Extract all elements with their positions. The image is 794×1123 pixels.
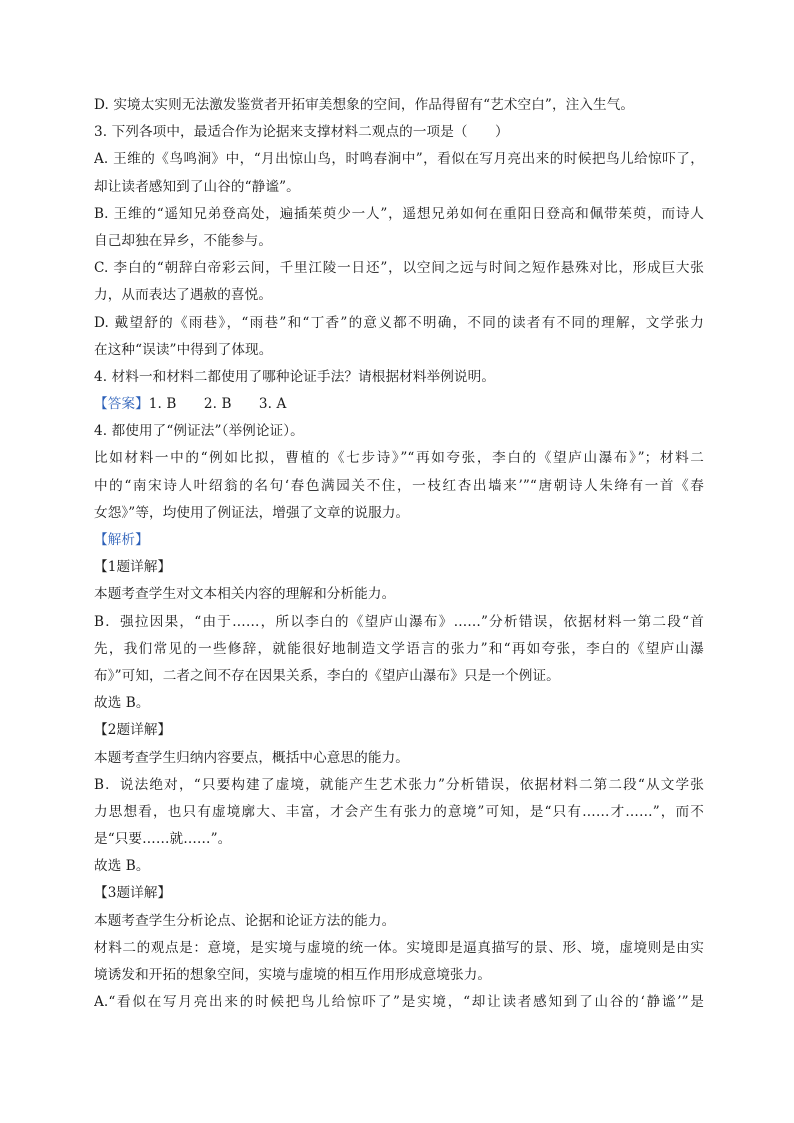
option-d: D. 戴望舒的《雨巷》，“雨巷”和“丁香”的意义都不明确，不同的读者有不同的理解，文学张力 xyxy=(94,314,704,331)
q2-explain-cont: 力思想看，也只有虚境廓大、丰富，才会产生有张力的意境”可知，是“只有……才……”，而不 xyxy=(94,803,704,820)
q1-intro: 本题考查学生对文本相关内容的理解和分析能力。 xyxy=(94,586,396,603)
q2-explain: B．说法绝对，“只要构建了虚境，就能产生艺术张力”分析错误，依据材料二第二段“从文学张 xyxy=(94,776,704,793)
q3-detail-label: 【3题详解】 xyxy=(94,885,172,902)
option-a-cont: 却让读者感知到了山谷的“静谧”。 xyxy=(94,178,300,195)
answer-4-line: 4. 都使用了“例证法”（举例论证）。 xyxy=(94,423,304,440)
option-c: C. 李白的“朝辞白帝彩云间，千里江陵一日还”，以空间之远与时间之短作悬殊对比，形成巨大张 xyxy=(94,260,704,277)
q1-detail-label: 【1题详解】 xyxy=(94,559,172,576)
option-c-cont: 力，从而表达了遇赦的喜悦。 xyxy=(94,287,273,304)
document-page xyxy=(94,92,704,1016)
answer-line xyxy=(94,391,704,418)
q2-choice: 故选 B。 xyxy=(94,858,150,875)
question-4-stem: 4. 材料一和材料二都使用了哪种论证手法？请根据材料举例说明。 xyxy=(94,368,496,385)
answer-4-detail-end: 女怨》”等，均使用了例证法，增强了文章的说服力。 xyxy=(94,504,410,521)
q1-explain-end: 布》”可知，二者之间不存在因果关系，李白的《望庐山瀑布》只是一个例证。 xyxy=(94,667,560,684)
q3-explain-cont: 境诱发和开拓的想象空间，实境与虚境的相互作用形成意境张力。 xyxy=(94,967,492,983)
q2-detail-label: 【2题详解】 xyxy=(94,722,172,739)
answer-label: 【答案】 xyxy=(94,396,149,413)
q1-choice: 故选 B。 xyxy=(94,695,150,712)
option-d-cont: 在这种“误读”中得到了体现。 xyxy=(94,341,273,358)
question-3-stem: 3. 下列各项中，最适合作为论据来支撑材料二观点的一项是（ ） xyxy=(94,124,509,141)
analysis-label: 【解析】 xyxy=(94,532,149,548)
q3-option-a: A.“看似在写月亮出来的时候把鸟儿给惊吓了”是实境，“却让读者感知到了山谷的‘静谧’”是 xyxy=(94,994,704,1011)
q1-explain-cont: 先，我们常见的一些修辞，就能很好地制造文学语言的张力”和“再如夸张，李白的《望庐山瀑 xyxy=(94,640,704,657)
option-b: B. 王维的“遥知兄弟登高处，遍插茱萸少一人”，遥想兄弟如何在重阳日登高和佩带茱萸，而诗人 xyxy=(94,205,704,222)
q3-explain: 材料二的观点是：意境，是实境与虚境的统一体。实境即是逼真描写的景、形、境，虚境则是由实 xyxy=(94,939,704,956)
option-a: A. 王维的《鸟鸣涧》中，“月出惊山鸟，时鸣春涧中”，看似在写月亮出来的时候把鸟儿给惊吓了， xyxy=(94,151,704,168)
q1-explain: B．强拉因果，“由于……，所以李白的《望庐山瀑布》……”分析错误，依据材料一第二段“首 xyxy=(94,613,704,630)
answer-text: 1. B 2. B 3. A xyxy=(148,396,287,413)
answer-4-detail: 比如材料一中的“例如比拟，曹植的《七步诗》”“再如夸张，李白的《望庐山瀑布》”；材料二 xyxy=(94,450,704,467)
q2-explain-end: 是“只要……就……”。 xyxy=(94,831,232,848)
q2-intro: 本题考查学生归纳内容要点，概括中心意思的能力。 xyxy=(94,749,409,766)
paragraph-line: D. 实境太实则无法激发鉴赏者开拓审美想象的空间，作品得留有“艺术空白”，注入生气。 xyxy=(94,97,635,113)
q3-intro: 本题考查学生分析论点、论据和论证方法的能力。 xyxy=(94,912,396,929)
answer-4-detail-cont: 中的“南宋诗人叶绍翁的名句‘春色满园关不住，一枝红杏出墙来’”“唐朝诗人朱绛有一首《春 xyxy=(94,477,704,494)
option-b-cont: 自己却独在异乡，不能参与。 xyxy=(94,232,273,249)
